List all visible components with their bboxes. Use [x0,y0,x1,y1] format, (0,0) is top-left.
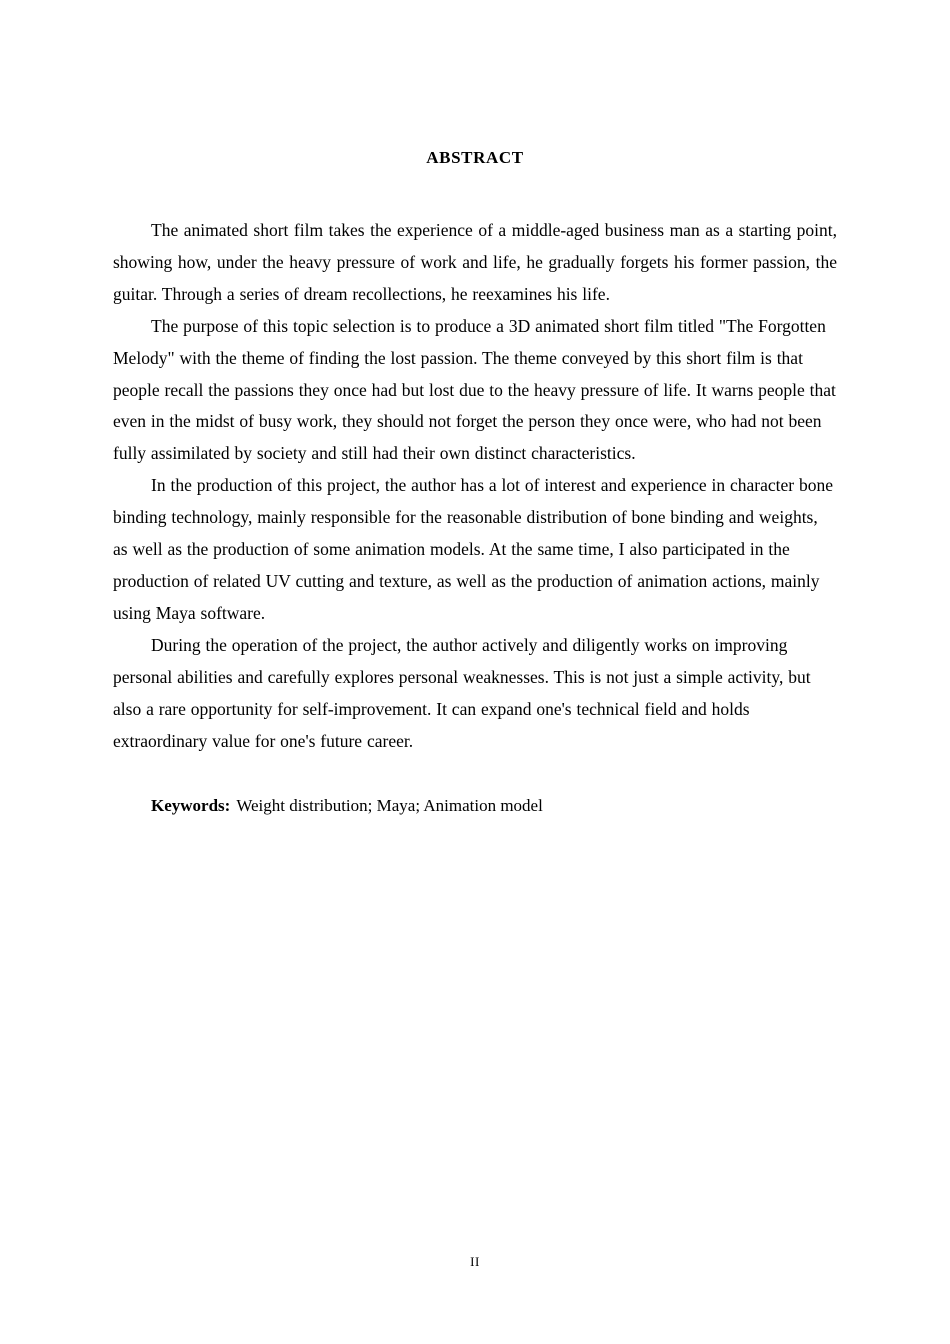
abstract-paragraph-3: In the production of this project, the author has a lot of interest and experience in character bone binding technology, mainly responsible for the reasonable distribution of bone binding and weights, as well as the production of some animation models. At the same time, I also participated in the production of related UV cutting and texture, as well as the production of animation actions, mainly using Maya software. [113,475,833,623]
page-content [113,148,837,822]
page-number: II [470,1254,480,1269]
abstract-paragraph-2: The purpose of this topic selection is to produce a 3D animated short film titled "The Forgotten Melody" with the theme of finding the lost passion. The theme conveyed by this short film is that people recall the passions they once had but lost due to the heavy pressure of life. It warns people that even in the midst of busy work, they should not forget the person they once were, who had not been fully assimilated by society and still had their own distinct characteristics. [113,315,836,464]
abstract-paragraph-4: During the operation of the project, the author actively and diligently works on improving personal abilities and carefully explores personal weaknesses. This is not just a simple activity, but also a rare opportunity for self-improvement. It can expand one's technical field and holds extraordinary value for one's future career. [113,634,811,751]
abstract-paragraph-1: The animated short film takes the experience of a middle-aged business man as a starting point, showing how, under the heavy pressure of work and life, he gradually forgets his former passion, the guitar. Through a series of dream recollections, he reexamines his life. [113,220,837,304]
abstract-title: ABSTRACT [426,148,524,167]
keywords-line [113,790,837,822]
keywords-text: Weight distribution; Maya; Animation model [236,796,543,816]
keywords-label: Keywords: [151,796,231,816]
